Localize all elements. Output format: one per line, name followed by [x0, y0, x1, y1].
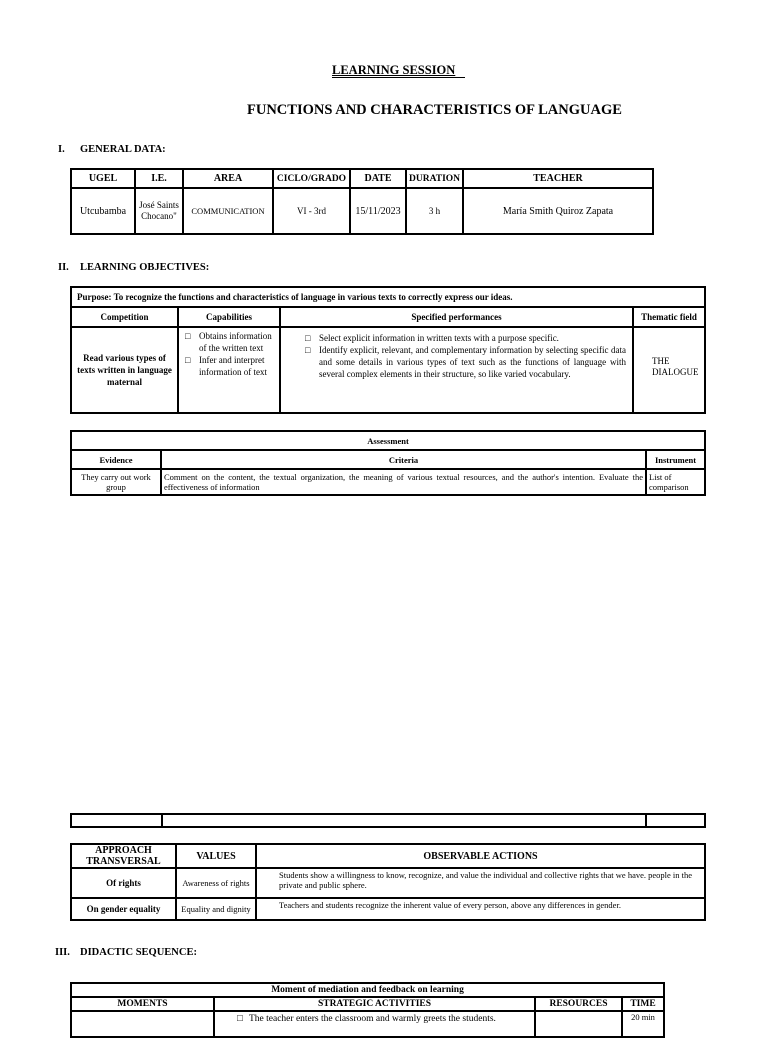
cell-duration: 3 h — [406, 188, 463, 234]
assessment-table — [70, 430, 706, 496]
section-general-data-heading — [58, 144, 166, 155]
header-instrument: Instrument — [646, 450, 705, 469]
section-number: III. — [55, 947, 70, 958]
checkbox-icon: □ — [185, 355, 191, 365]
header-approach: APPROACH TRANSVERSAL — [71, 844, 176, 868]
document-title: LEARNING SESSION — [332, 63, 456, 77]
capability-text: Infer and interpret information of text — [199, 355, 267, 377]
list-item — [181, 354, 277, 378]
performance-text: Identify explicit, relevant, and complementary information by selecting specific data and some details in various types of text such as the functions of language with several complex elements in their structure, so like varied vocabulary. — [319, 345, 626, 379]
empty-cell — [71, 814, 162, 827]
header-strategic-activities: STRATEGIC ACTIVITIES — [214, 997, 535, 1011]
purpose-row — [71, 287, 705, 307]
moment-cell — [71, 1011, 214, 1037]
evidence-cell: They carry out work group — [71, 469, 161, 495]
empty-cell — [646, 814, 705, 827]
purpose-text: Purpose: To recognize the functions and characteristics of language in various texts to correctly express our ideas. — [71, 287, 705, 307]
cell-ie: José Saints Chocano" — [135, 188, 183, 234]
list-item — [181, 330, 277, 354]
empty-cell — [162, 814, 646, 827]
list-item — [636, 356, 702, 378]
table-header-row — [71, 450, 705, 469]
section-label: GENERAL DATA: — [80, 144, 166, 155]
resources-cell — [535, 1011, 622, 1037]
sequence-title: Moment of mediation and feedback on learning — [71, 983, 664, 997]
didactic-sequence-table — [70, 982, 665, 1038]
document-subtitle: FUNCTIONS AND CHARACTERISTICS OF LANGUAGE — [247, 102, 622, 118]
header-evidence: Evidence — [71, 450, 161, 469]
capabilities-cell — [178, 327, 280, 413]
section-number: II. — [58, 262, 69, 273]
table-header-row — [71, 307, 705, 327]
checkbox-icon: □ — [305, 345, 311, 355]
section-didactic-sequence-heading — [55, 947, 197, 958]
general-data-table — [70, 168, 654, 235]
section-number: I. — [58, 144, 65, 155]
section-learning-objectives-heading — [58, 262, 209, 273]
value-cell: Equality and dignity — [176, 898, 256, 920]
table-header-row — [71, 997, 664, 1011]
header-competition: Competition — [71, 307, 178, 327]
header-thematic-field: Thematic field — [633, 307, 705, 327]
time-cell: 20 min — [622, 1011, 664, 1037]
checkbox-icon: □ — [185, 331, 191, 341]
header-time: TIME — [622, 997, 664, 1011]
action-cell — [256, 868, 705, 898]
table-row — [71, 898, 705, 920]
table-row — [71, 868, 705, 898]
section-label: LEARNING OBJECTIVES: — [80, 262, 210, 273]
header-observable-actions: OBSERVABLE ACTIONS — [256, 844, 705, 868]
checkbox-icon: □ — [237, 1014, 243, 1024]
list-item — [301, 332, 626, 344]
approach-cell: On gender equality — [71, 898, 176, 920]
criteria-cell: Comment on the content, the textual organization, the meaning of various textual resources, and the author's intention. Evaluate the effectiveness of information — [161, 469, 646, 495]
action-text: Teachers and students recognize the inherent value of every person, above any differences in gender. — [279, 900, 621, 910]
checkbox-icon: □ — [305, 333, 311, 343]
table-row — [71, 814, 705, 827]
empty-strip-table — [70, 813, 706, 828]
assessment-title: Assessment — [71, 431, 705, 450]
list-item — [259, 900, 702, 910]
header-ciclo-grado: CICLO/GRADO — [273, 169, 350, 188]
instrument-cell: List of comparison — [646, 469, 705, 495]
learning-objectives-table — [70, 286, 706, 414]
cell-ugel: Utcubamba — [71, 188, 135, 234]
activity-cell — [214, 1011, 535, 1037]
title-underline — [332, 77, 465, 78]
cell-area: COMMUNICATION — [183, 188, 273, 234]
activity-text: The teacher enters the classroom and warmly greets the students. — [249, 1014, 496, 1024]
header-criteria: Criteria — [161, 450, 646, 469]
header-date: DATE — [350, 169, 406, 188]
thematic-field-cell — [633, 327, 705, 413]
capability-text: Obtains information of the written text — [199, 331, 272, 353]
table-row — [71, 327, 705, 413]
table-header-row — [71, 169, 653, 188]
thematic-field-text: THE DIALOGUE — [652, 356, 699, 377]
header-ie: I.E. — [135, 169, 183, 188]
cell-date: 15/11/2023 — [350, 188, 406, 234]
header-area: AREA — [183, 169, 273, 188]
header-moments: MOMENTS — [71, 997, 214, 1011]
performances-cell — [280, 327, 633, 413]
header-values: VALUES — [176, 844, 256, 868]
cell-teacher: María Smith Quiroz Zapata — [463, 188, 653, 234]
approach-cell: Of rights — [71, 868, 176, 898]
list-item — [217, 1014, 532, 1025]
header-duration: DURATION — [406, 169, 463, 188]
assessment-title-row — [71, 431, 705, 450]
cell-ciclo-grado: VI - 3rd — [273, 188, 350, 234]
table-row — [71, 188, 653, 234]
competition-cell: Read various types of texts written in language maternal — [71, 327, 178, 413]
table-row — [71, 469, 705, 495]
action-text: Students show a willingness to know, recognize, and value the individual and collective rights that we have. people in the private and public sphere. — [279, 870, 693, 890]
action-cell — [256, 898, 705, 920]
header-resources: RESOURCES — [535, 997, 622, 1011]
list-item — [301, 344, 626, 380]
table-row — [71, 1011, 664, 1037]
transversal-approach-table — [70, 843, 706, 921]
header-ugel: UGEL — [71, 169, 135, 188]
header-performances: Specified performances — [280, 307, 633, 327]
sequence-title-row — [71, 983, 664, 997]
value-cell: Awareness of rights — [176, 868, 256, 898]
header-teacher: TEACHER — [463, 169, 653, 188]
header-capabilities: Capabilities — [178, 307, 280, 327]
list-item — [259, 870, 702, 890]
section-label: DIDACTIC SEQUENCE: — [80, 947, 197, 958]
table-header-row — [71, 844, 705, 868]
performance-text: Select explicit information in written texts with a purpose specific. — [319, 333, 559, 343]
